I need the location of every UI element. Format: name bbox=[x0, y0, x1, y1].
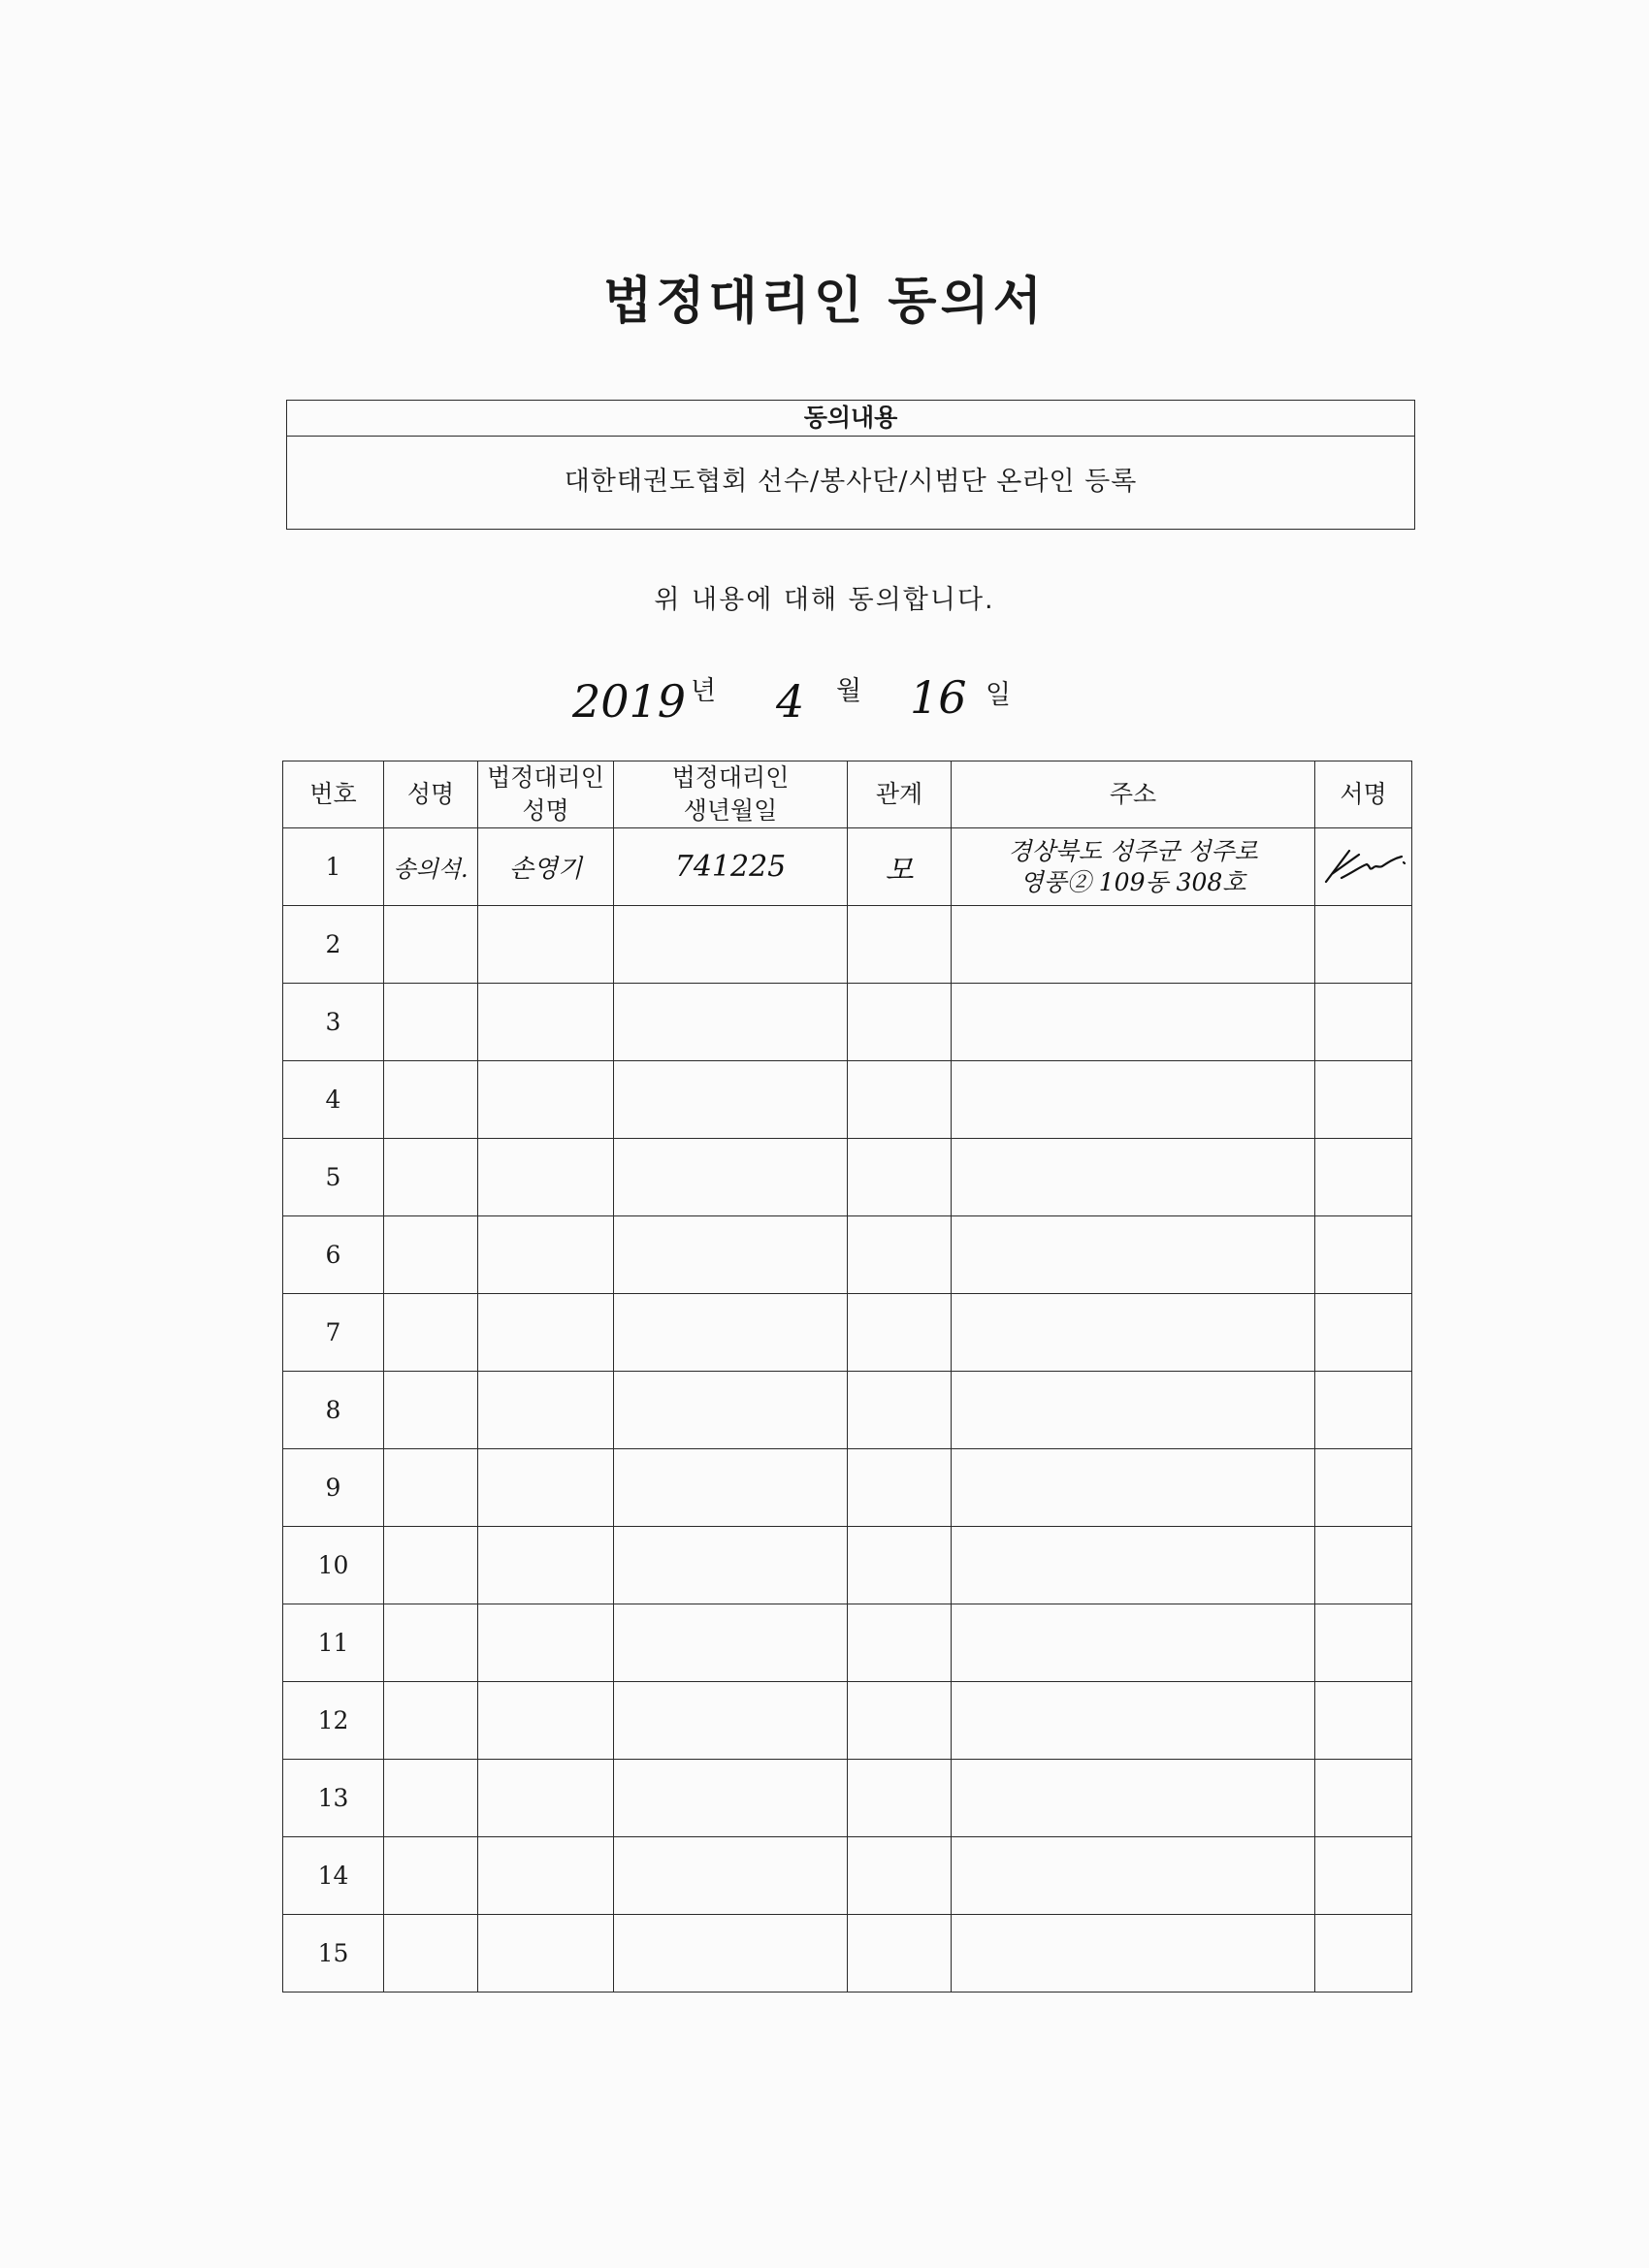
row-name bbox=[384, 1061, 478, 1139]
row-number: 10 bbox=[283, 1527, 384, 1604]
row-relation bbox=[848, 1372, 952, 1449]
row-address bbox=[952, 1294, 1315, 1372]
row-relation bbox=[848, 1061, 952, 1139]
row-guardian-birth bbox=[614, 828, 848, 906]
address-line2-handwritten: 영풍② 109동 308호 bbox=[1019, 867, 1246, 896]
row-address bbox=[952, 1372, 1315, 1449]
row-relation bbox=[848, 1449, 952, 1527]
row-signature bbox=[1315, 1294, 1412, 1372]
row-name bbox=[384, 1915, 478, 1993]
row-signature bbox=[1315, 984, 1412, 1061]
row-relation bbox=[848, 1682, 952, 1760]
row-name bbox=[384, 1139, 478, 1216]
row-name bbox=[384, 828, 478, 906]
guardian-table bbox=[282, 761, 1412, 1993]
row-address bbox=[952, 984, 1315, 1061]
row-name bbox=[384, 1682, 478, 1760]
header-guardian-birth bbox=[614, 761, 848, 828]
row-signature bbox=[1315, 1372, 1412, 1449]
row-name bbox=[384, 1372, 478, 1449]
header-guardian-birth-line1: 법정대리인 bbox=[671, 763, 790, 792]
row-signature bbox=[1315, 1527, 1412, 1604]
row-signature bbox=[1315, 906, 1412, 984]
row-address bbox=[952, 1604, 1315, 1682]
row-address bbox=[952, 1527, 1315, 1604]
row-number: 11 bbox=[283, 1604, 384, 1682]
row-address bbox=[952, 1061, 1315, 1139]
row-address bbox=[952, 1915, 1315, 1993]
row-guardian-birth bbox=[614, 1837, 848, 1915]
row-guardian-birth bbox=[614, 1449, 848, 1527]
table-row bbox=[283, 1682, 1412, 1760]
header-signature: 서명 bbox=[1315, 761, 1412, 828]
row-relation bbox=[848, 1837, 952, 1915]
row-name bbox=[384, 1837, 478, 1915]
row-guardian-name bbox=[478, 984, 614, 1061]
row-number: 2 bbox=[283, 906, 384, 984]
row-address bbox=[952, 1216, 1315, 1294]
row-relation bbox=[848, 984, 952, 1061]
date-day-unit: 일 bbox=[986, 680, 1012, 710]
row-guardian-name bbox=[478, 906, 614, 984]
date-line bbox=[0, 669, 1649, 737]
row-number: 13 bbox=[283, 1760, 384, 1837]
row-guardian-name bbox=[478, 1837, 614, 1915]
row-signature bbox=[1315, 1604, 1412, 1682]
row-address bbox=[952, 1139, 1315, 1216]
header-guardian-name-line1: 법정대리인 bbox=[487, 763, 604, 792]
row-guardian-name bbox=[478, 1682, 614, 1760]
row-name bbox=[384, 1449, 478, 1527]
row-relation bbox=[848, 1760, 952, 1837]
row-signature bbox=[1315, 1449, 1412, 1527]
row-number: 1 bbox=[283, 828, 384, 906]
row-signature bbox=[1315, 1682, 1412, 1760]
date-month-unit: 월 bbox=[836, 676, 862, 706]
table-row bbox=[283, 984, 1412, 1061]
row-guardian-birth bbox=[614, 1294, 848, 1372]
table-row bbox=[283, 1449, 1412, 1527]
consent-box bbox=[286, 400, 1415, 530]
row-number: 3 bbox=[283, 984, 384, 1061]
row-signature bbox=[1315, 1837, 1412, 1915]
agreement-statement: 위 내용에 대해 동의합니다. bbox=[654, 585, 995, 615]
row-relation bbox=[848, 906, 952, 984]
header-guardian-birth-line2: 생년월일 bbox=[683, 796, 778, 825]
row-number: 12 bbox=[283, 1682, 384, 1760]
row-name bbox=[384, 984, 478, 1061]
row-guardian-birth bbox=[614, 1604, 848, 1682]
relation-handwritten: 모 bbox=[885, 853, 914, 888]
consent-header: 동의내용 bbox=[287, 401, 1414, 437]
row-signature bbox=[1315, 828, 1412, 906]
table-row bbox=[283, 1837, 1412, 1915]
row-signature bbox=[1315, 1760, 1412, 1837]
row-relation bbox=[848, 1294, 952, 1372]
row-number: 8 bbox=[283, 1372, 384, 1449]
row-guardian-name bbox=[478, 828, 614, 906]
consent-body: 대한태권도협회 선수/봉사단/시범단 온라인 등록 bbox=[564, 467, 1138, 497]
row-guardian-name bbox=[478, 1216, 614, 1294]
date-day-handwritten: 16 bbox=[910, 671, 967, 724]
row-number: 15 bbox=[283, 1915, 384, 1993]
row-relation bbox=[848, 1216, 952, 1294]
row-address bbox=[952, 1682, 1315, 1760]
row-guardian-birth bbox=[614, 984, 848, 1061]
row-guardian-birth bbox=[614, 1139, 848, 1216]
table-row bbox=[283, 1760, 1412, 1837]
date-year-handwritten: 2019 bbox=[572, 675, 687, 728]
row-guardian-birth bbox=[614, 1527, 848, 1604]
row-guardian-name bbox=[478, 1449, 614, 1527]
row-relation bbox=[848, 1527, 952, 1604]
row-address bbox=[952, 1449, 1315, 1527]
table-row bbox=[283, 828, 1412, 906]
guardian-name-handwritten: 손영기 bbox=[508, 855, 583, 884]
row-relation bbox=[848, 1139, 952, 1216]
table-row bbox=[283, 906, 1412, 984]
row-relation bbox=[848, 828, 952, 906]
row-name bbox=[384, 1760, 478, 1837]
row-name bbox=[384, 1294, 478, 1372]
row-name bbox=[384, 906, 478, 984]
row-guardian-birth bbox=[614, 1216, 848, 1294]
row-relation bbox=[848, 1604, 952, 1682]
row-number: 4 bbox=[283, 1061, 384, 1139]
row-guardian-birth bbox=[614, 1760, 848, 1837]
header-guardian-name bbox=[478, 761, 614, 828]
row-guardian-birth bbox=[614, 1915, 848, 1993]
row-name bbox=[384, 1527, 478, 1604]
row-relation bbox=[848, 1915, 952, 1993]
table-row bbox=[283, 1604, 1412, 1682]
table-row bbox=[283, 1294, 1412, 1372]
row-guardian-name bbox=[478, 1061, 614, 1139]
row-guardian-name bbox=[478, 1760, 614, 1837]
row-signature bbox=[1315, 1061, 1412, 1139]
header-relation: 관계 bbox=[848, 761, 952, 828]
table-row bbox=[283, 1527, 1412, 1604]
row-number: 5 bbox=[283, 1139, 384, 1216]
row-guardian-name bbox=[478, 1294, 614, 1372]
table-row bbox=[283, 1061, 1412, 1139]
row-address bbox=[952, 828, 1315, 906]
row-guardian-name bbox=[478, 1915, 614, 1993]
row-number: 6 bbox=[283, 1216, 384, 1294]
header-name: 성명 bbox=[384, 761, 478, 828]
table-row bbox=[283, 1372, 1412, 1449]
date-year-unit: 년 bbox=[691, 676, 717, 706]
row-address bbox=[952, 906, 1315, 984]
header-address: 주소 bbox=[952, 761, 1315, 828]
table-row bbox=[283, 1139, 1412, 1216]
address-line1-handwritten: 경상북도 성주군 성주로 bbox=[1008, 836, 1258, 865]
row-guardian-name bbox=[478, 1527, 614, 1604]
row-guardian-birth bbox=[614, 906, 848, 984]
row-name bbox=[384, 1216, 478, 1294]
date-month-handwritten: 4 bbox=[776, 675, 805, 728]
table-row bbox=[283, 1915, 1412, 1993]
row-name bbox=[384, 1604, 478, 1682]
row-guardian-birth bbox=[614, 1372, 848, 1449]
row-signature bbox=[1315, 1139, 1412, 1216]
row-guardian-name bbox=[478, 1604, 614, 1682]
row-guardian-birth bbox=[614, 1682, 848, 1760]
header-guardian-name-line2: 성명 bbox=[522, 796, 569, 825]
row-number: 14 bbox=[283, 1837, 384, 1915]
row-signature bbox=[1315, 1216, 1412, 1294]
row-guardian-name bbox=[478, 1139, 614, 1216]
row-address bbox=[952, 1760, 1315, 1837]
row-address bbox=[952, 1837, 1315, 1915]
row-number: 7 bbox=[283, 1294, 384, 1372]
row-number: 9 bbox=[283, 1449, 384, 1527]
handwritten-signature bbox=[1320, 845, 1407, 890]
table-row bbox=[283, 1216, 1412, 1294]
row-guardian-name bbox=[478, 1372, 614, 1449]
page-title: 법정대리인 동의서 bbox=[603, 272, 1046, 331]
row-guardian-birth bbox=[614, 1061, 848, 1139]
table-header-row bbox=[283, 761, 1412, 828]
name-handwritten: 송의석. bbox=[393, 856, 469, 883]
header-no: 번호 bbox=[283, 761, 384, 828]
row-signature bbox=[1315, 1915, 1412, 1993]
guardian-birth-handwritten: 741225 bbox=[674, 850, 787, 884]
